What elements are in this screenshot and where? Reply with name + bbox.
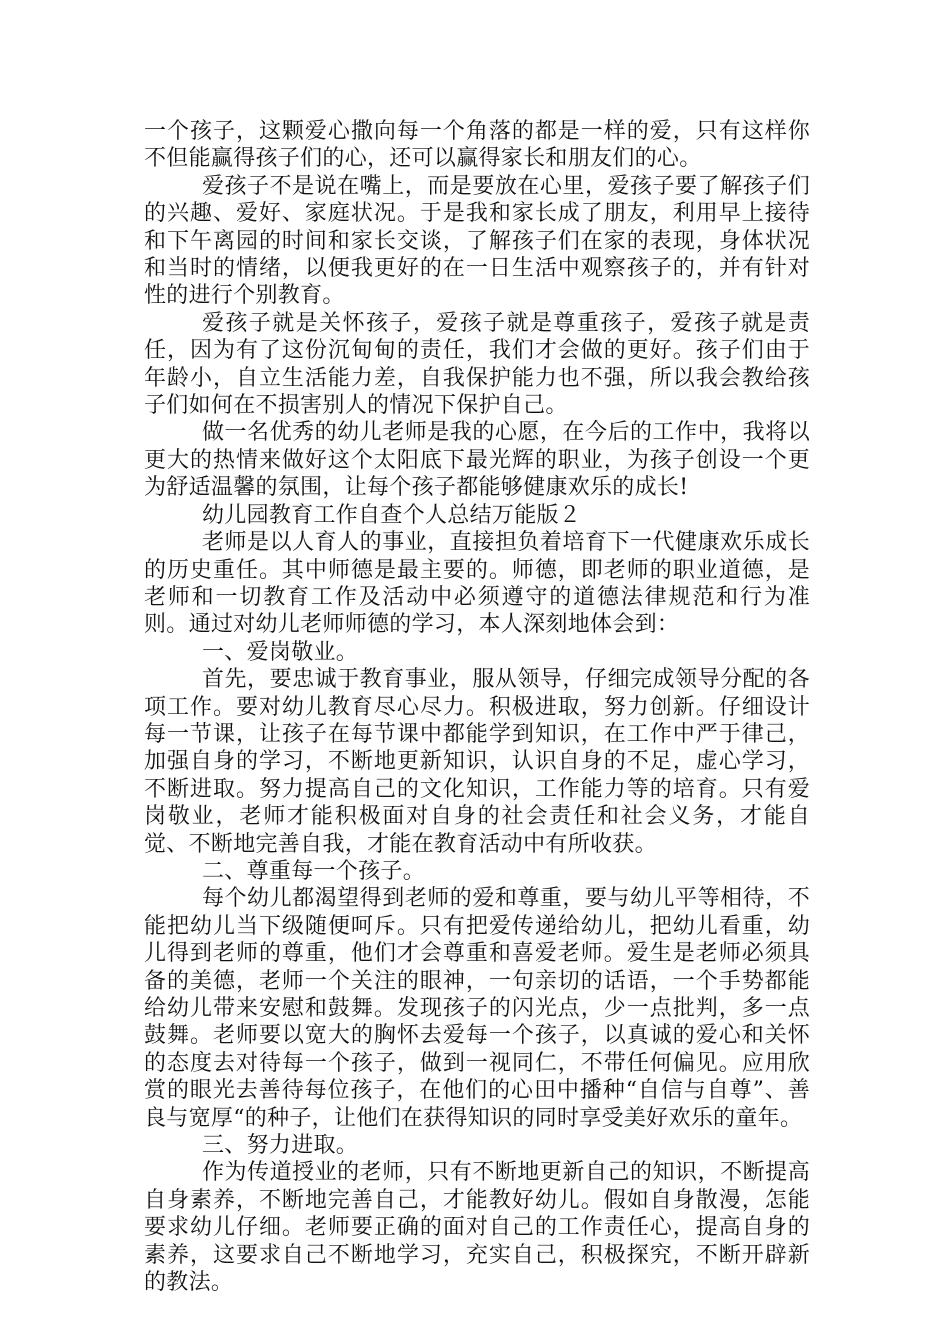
paragraph-2: 爱孩子不是说在嘴上，而是要放在心里，爱孩子要了解孩子们的兴趣、爱好、家庭状况。于是我和家长成了朋友，利用早上接待和下午离园的时间和家长交谈，了解孩子们在家的表现，身体状况和当时的情绪，以便我更好的在一日生活中观察孩子的，并有针对性的进行个别教育。 bbox=[144, 173, 810, 309]
heading-1: 一、爱岗敬业。 bbox=[202, 639, 359, 665]
paragraph-5: 老师是以人育人的事业，直接担负着培育下一代健康欢乐成长的历史重任。其中师德是最主要的。师德，即老师的职业道德，是老师和一切教育工作及活动中必须遵守的道德法律规范和行为准则。通过对幼儿老师师德的学习，本人深刻地体会到： bbox=[144, 530, 810, 638]
heading-2: 二、尊重每一个孩子。 bbox=[202, 858, 426, 884]
paragraph-1: 一个孩子，这颗爱心撒向每一个角落的都是一样的爱，只有这样你不但能赢得孩子们的心，还可以赢得家长和朋友们的心。 bbox=[144, 119, 810, 172]
document-page bbox=[144, 118, 810, 1296]
paragraph-4: 做一名优秀的幼儿老师是我的心愿，在今后的工作中，我将以更大的热情来做好这个太阳底下最光辉的职业，为孩子创设一个更为舒适温馨的氛围，让每个孩子都能够健康欢乐的成长! bbox=[144, 420, 810, 501]
heading-3: 三、努力进取。 bbox=[202, 1133, 359, 1159]
paragraph-8: 作为传道授业的老师，只有不断地更新自己的知识，不断提高自身素养，不断地完善自己，才能教好幼儿。假如自身散漫，怎能要求幼儿仔细。老师要正确的面对自己的工作责任心，提高自身的素养，这要求自己不断地学习，充实自己，积极探究，不断开辟新的教法。 bbox=[144, 1160, 810, 1296]
paragraph-6: 首先，要忠诚于教育事业，服从领导，仔细完成领导分配的各项工作。要对幼儿教育尽心尽力。积极进取，努力创新。仔细设计每一节课，让孩子在每节课中都能学到知识，在工作中严于律己，加强自身的学习，不断地更新知识，认识自身的不足，虚心学习，不断进取。努力提高自己的文化知识，工作能力等的培育。只有爱岗敬业，老师才能积极面对自身的社会责任和社会义务，才能自觉、不断地完善自我，才能在教育活动中有所收获。 bbox=[144, 667, 810, 857]
paragraph-3: 爱孩子就是关怀孩子，爱孩子就是尊重孩子，爱孩子就是责任，因为有了这份沉甸甸的责任，我们才会做的更好。孩子们由于年龄小，自立生活能力差，自我保护能力也不强，所以我会教给孩子们如何在不损害别人的情况下保护自己。 bbox=[144, 310, 810, 419]
section-title: 幼儿园教育工作自查个人总结万能版２ bbox=[202, 502, 582, 528]
paragraph-7: 每个幼儿都渴望得到老师的爱和尊重，要与幼儿平等相待，不能把幼儿当下级随便呵斥。只有把爱传递给幼儿，把幼儿看重，幼儿得到老师的尊重，他们才会尊重和喜爱老师。爱生是老师必须具备的美德，老师一个关注的眼神，一句亲切的话语，一个手势都能给幼儿带来安慰和鼓舞。发现孩子的闪光点，少一点批判，多一点鼓舞。老师要以宽大的胸怀去爱每一个孩子，以真诚的爱心和关怀的态度去对待每一个孩子，做到一视同仁，不带任何偏见。应用欣赏的眼光去善待每位孩子，在他们的心田中播种“自信与自尊”、善良与宽厚“的种子，让他们在获得知识的同时享受美好欢乐的童年。 bbox=[144, 886, 810, 1131]
